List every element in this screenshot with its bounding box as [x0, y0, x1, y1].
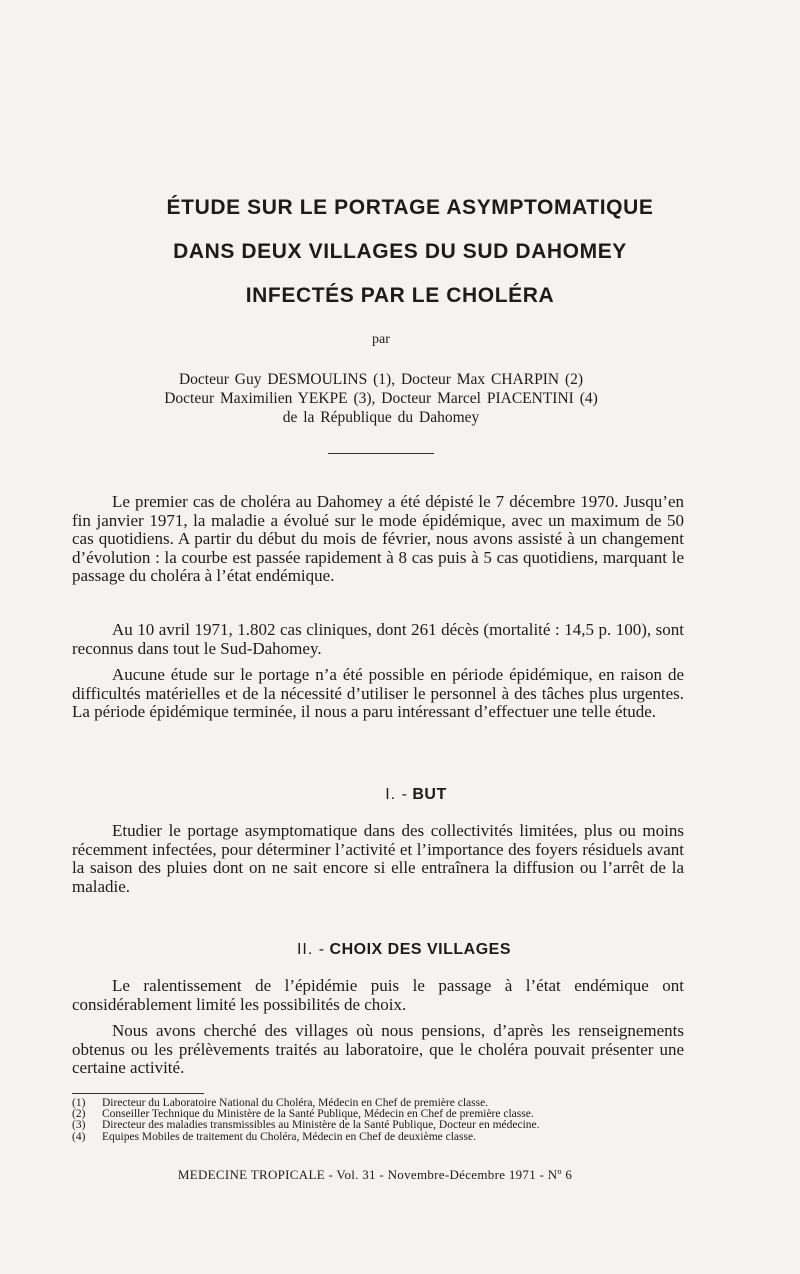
- section-heading-choix: [0, 941, 800, 959]
- section-title: CHOIX DES VILLAGES: [329, 941, 512, 958]
- title-line-2: DANS DEUX VILLAGES DU SUD DAHOMEY: [173, 240, 627, 263]
- authors-line-1: Docteur Guy DESMOULINS (1), Docteur Max CHARPIN (2): [178, 371, 584, 388]
- intro-paragraph-1: Le premier cas de choléra au Dahomey a été dépisté le 7 décembre 1970. Jusqu’en fin janvier 1971, la maladie a évolué sur le mode épidémique, avec un maximum de 50 cas quotidiens. A partir du début du mois de février, nous avons assisté à un changement d’évolution : la courbe est passée rapidement à 8 cas puis à 5 cas quotidiens, marquant le passage du choléra à l’état endémique.: [72, 492, 684, 586]
- section2-paragraph-2: Nous avons cherché des villages où nous pensions, d’après les renseignements obtenus ou les prélèvements traités au laboratoire, que le choléra pouvait présenter une certaine activité.: [72, 1021, 684, 1078]
- footnote-separator: [72, 1093, 204, 1094]
- title-line-1: ÉTUDE SUR LE PORTAGE ASYMPTOMATIQUE: [166, 196, 654, 219]
- section-heading-but: [0, 786, 800, 804]
- authors-affiliation: de la République du Dahomey: [282, 409, 480, 426]
- authors-line-2: Docteur Maximilien YEKPE (3), Docteur Marcel PIACENTINI (4): [164, 390, 598, 407]
- title-line-3: INFECTÉS PAR LE CHOLÉRA: [245, 284, 555, 307]
- footnote-1: (1) Directeur du Laboratoire National du Choléra, Médecin en Chef de première classe.: [72, 1097, 489, 1109]
- section2-paragraph-1: Le ralentissement de l’épidémie puis le passage à l’état endémique ont considérablement limité les possibilités de choix.: [72, 976, 684, 1014]
- section-number: I. -: [385, 786, 408, 803]
- intro-paragraph-2: Au 10 avril 1971, 1.802 cas cliniques, dont 261 décès (mortalité : 14,5 p. 100), sont reconnus dans tout le Sud-Dahomey.: [72, 620, 684, 658]
- footnotes: [72, 1098, 684, 1143]
- journal-footer: MEDECINE TROPICALE - Vol. 31 - Novembre-Décembre 1971 - Nº 6: [177, 1167, 573, 1182]
- intro-paragraph-3: Aucune étude sur le portage n’a été possible en période épidémique, en raison de difficultés matérielles et de la nécessité d’utiliser le personnel à des tâches plus urgentes. La période épidémique terminée, il nous a paru intéressant d’effectuer une telle étude.: [72, 665, 684, 722]
- footnote-3: (3) Directeur des maladies transmissibles au Ministère de la Santé Publique, Docteur en médecine.: [72, 1119, 540, 1132]
- section-title: BUT: [412, 786, 447, 803]
- section1-paragraph-1: Etudier le portage asymptomatique dans des collectivités limitées, plus ou moins récemment infectées, pour déterminer l’activité et l’importance des foyers résiduels avant la saison des pluies dont on ne sait encore si elle entraînera la diffusion ou l’arrêt de la maladie.: [72, 821, 684, 896]
- title-separator: [328, 453, 434, 454]
- footnote-4: (4) Equipes Mobiles de traitement du Choléra, Médecin en Chef de deuxième classe.: [72, 1130, 476, 1143]
- byline-par: par: [372, 332, 390, 347]
- authors-block: [0, 370, 762, 427]
- section-number: II. -: [296, 941, 326, 958]
- footnote-2: (2) Conseiller Technique du Ministère de la Santé Publique, Médecin en Chef de première classe.: [72, 1108, 534, 1121]
